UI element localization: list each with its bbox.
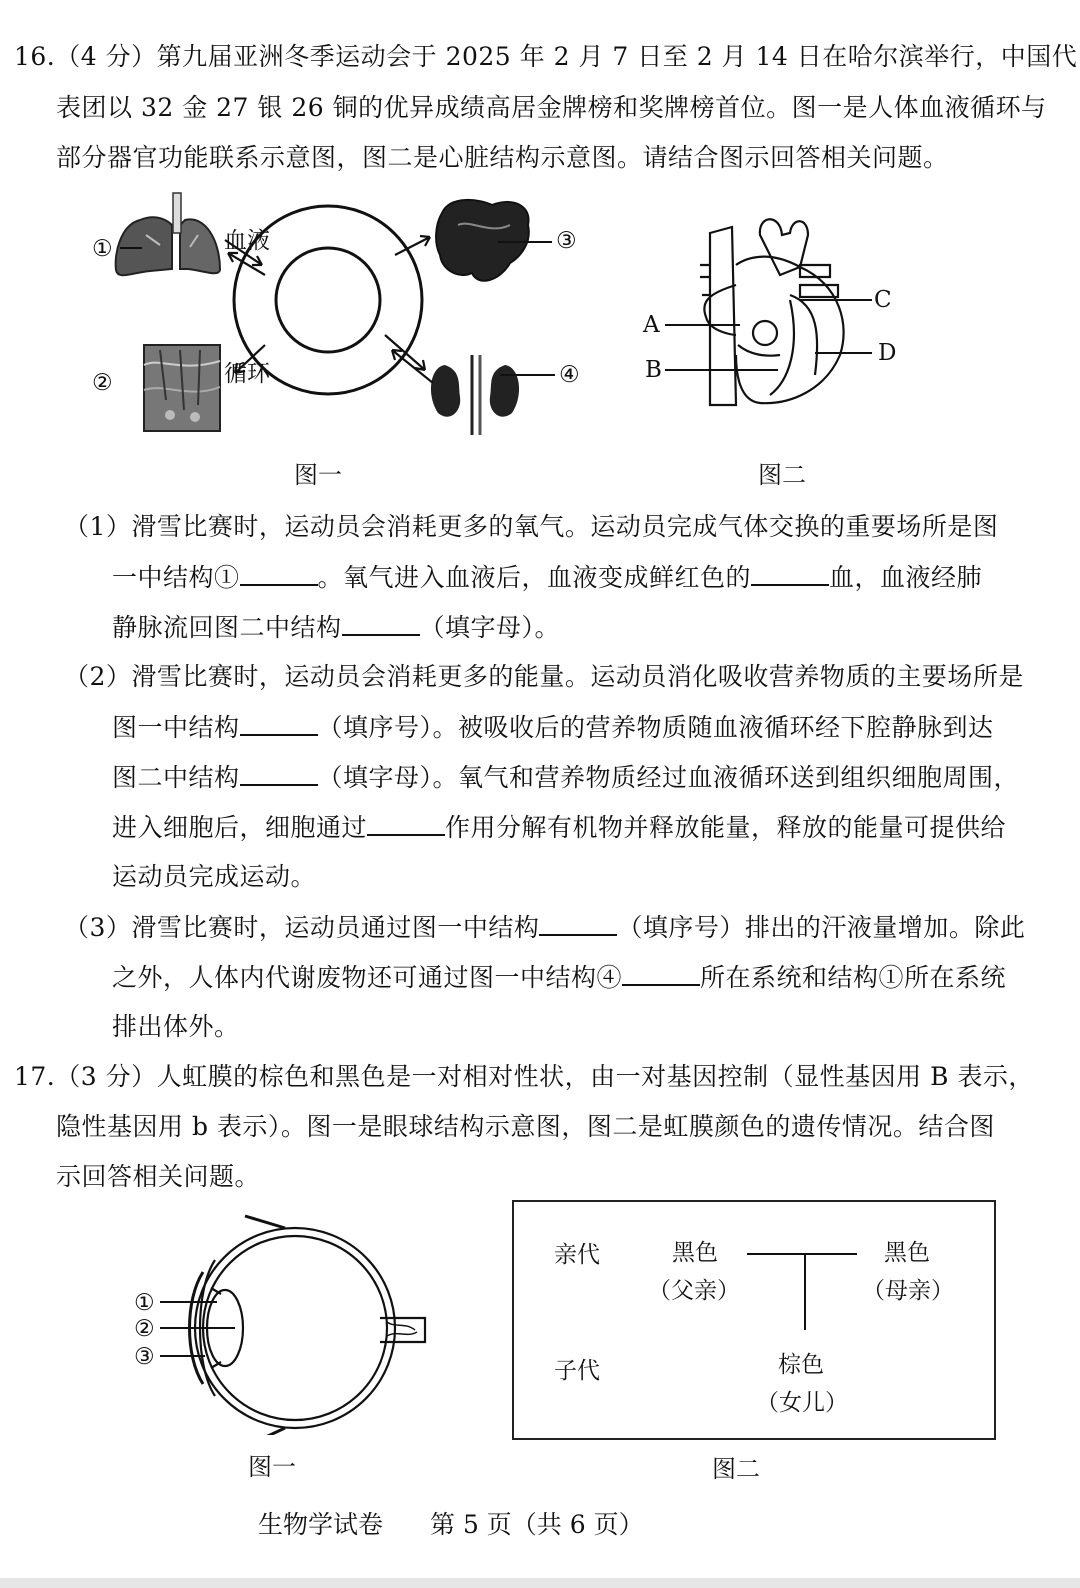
q16-sub1-line-3 bbox=[112, 612, 560, 643]
q16-sub3-text-2b: 所在系统和结构①所在系统 bbox=[700, 963, 1007, 992]
q16-sub1-text-2c: 血，血液经肺 bbox=[829, 563, 983, 592]
q16-number: 16. bbox=[14, 42, 56, 71]
q17-intro-text-1: 人虹膜的棕色和黑色是一对相对性状，由一对基因控制（显性基因用 B 表示， bbox=[156, 1062, 1034, 1091]
q16-sub2-line-3 bbox=[112, 762, 1019, 793]
footer-page-number: 第 5 页（共 6 页） bbox=[430, 1510, 644, 1539]
kidney-icon bbox=[431, 355, 519, 435]
heart-label-A: A bbox=[643, 312, 660, 338]
q16-fig1-caption: 图一 bbox=[294, 461, 342, 489]
q16-intro-line-2: 表团以 32 金 27 银 26 铜的优异成绩高居金牌榜和奖牌榜首位。图一是人体血液循环与 bbox=[56, 93, 1047, 122]
q16-sub2-text-3a: 图二中结构 bbox=[112, 763, 240, 792]
q16-score: （4 分） bbox=[55, 42, 157, 71]
eye-label-3: ③ bbox=[134, 1344, 155, 1370]
q16-sub3-line-1 bbox=[64, 912, 1025, 943]
q16-figure-1-circulation bbox=[80, 185, 620, 445]
q16-sub3-text-1b: （填序号）排出的汗液量增加。除此 bbox=[617, 913, 1026, 942]
q17-intro-line-3: 示回答相关问题。 bbox=[56, 1162, 261, 1191]
mother-role: （母亲） bbox=[862, 1278, 954, 1304]
heart-icon bbox=[700, 219, 844, 405]
q17-number: 17. bbox=[14, 1062, 56, 1091]
q16-sub2-text-4a: 进入细胞后，细胞通过 bbox=[112, 813, 368, 842]
q16-sub1-text-3b: （填字母）。 bbox=[419, 613, 561, 642]
intestine-icon bbox=[436, 200, 529, 281]
answer-blank-7[interactable] bbox=[539, 912, 617, 936]
q17-fig1-caption: 图一 bbox=[248, 1453, 296, 1481]
answer-blank-6[interactable] bbox=[367, 812, 445, 836]
answer-blank-5[interactable] bbox=[240, 762, 318, 786]
answer-blank-8[interactable] bbox=[622, 962, 700, 986]
lungs-icon bbox=[116, 193, 220, 275]
q16-sub3-text-2a: 之外，人体内代谢废物还可通过图一中结构④ bbox=[112, 963, 623, 992]
q17-fig2-caption: 图二 bbox=[712, 1455, 760, 1483]
eye-label-1: ① bbox=[134, 1290, 155, 1316]
q16-sub1-text-2a: 一中结构① bbox=[112, 563, 240, 592]
footer-subject: 生物学试卷 bbox=[258, 1510, 384, 1539]
q16-sub3-line-3: 排出体外。 bbox=[112, 1012, 240, 1041]
daughter-color: 棕色 bbox=[778, 1352, 824, 1378]
q17-figure-1-eye bbox=[125, 1210, 430, 1435]
q16-sub1-text-2b: 。氧气进入血液后，血液变成鲜红色的 bbox=[317, 563, 752, 592]
page-bottom-edge bbox=[0, 1578, 1080, 1588]
fig1-label-2: ② bbox=[92, 370, 113, 396]
q16-sub2-line-1: （2）滑雪比赛时，运动员会消耗更多的能量。运动员消化吸收营养物质的主要场所是 bbox=[64, 662, 1024, 691]
q17-intro-line-2: 隐性基因用 b 表示）。图一是眼球结构示意图，图二是虹膜颜色的遗传情况。结合图 bbox=[56, 1112, 995, 1141]
q16-sub2-line-5: 运动员完成运动。 bbox=[112, 862, 317, 891]
q16-sub2-text-3b: （填字母）。氧气和营养物质经过血液循环送到组织细胞周围， bbox=[317, 763, 1020, 792]
answer-blank-1[interactable] bbox=[240, 562, 318, 586]
q16-sub2-line-2 bbox=[112, 712, 994, 743]
q16-sub2-text-2b: （填序号）。被吸收后的营养物质随血液循环经下腔静脉到达 bbox=[317, 713, 994, 742]
q16-fig2-caption: 图二 bbox=[758, 461, 806, 489]
mother-color: 黑色 bbox=[884, 1240, 930, 1266]
q16-sub1-line-2 bbox=[112, 562, 982, 593]
heart-label-C: C bbox=[874, 287, 892, 313]
q16-sub2-text-4b: 作用分解有机物并释放能量，释放的能量可提供给 bbox=[445, 813, 1007, 842]
father-role: （父亲） bbox=[648, 1278, 740, 1304]
skin-icon bbox=[144, 345, 220, 431]
pedigree-lines bbox=[745, 1248, 865, 1338]
child-generation-label: 子代 bbox=[554, 1358, 600, 1384]
eye-label-2: ② bbox=[134, 1316, 155, 1342]
ring-label-bottom: 循环 bbox=[224, 361, 270, 387]
daughter-role: （女儿） bbox=[756, 1390, 848, 1416]
q16-sub2-text-2a: 图一中结构 bbox=[112, 713, 240, 742]
q16-intro-text-1: 第九届亚洲冬季运动会于 2025 年 2 月 7 日至 2 月 14 日在哈尔滨举行，中国代 bbox=[156, 42, 1078, 71]
heart-label-B: B bbox=[645, 357, 662, 383]
q16-sub3-line-2 bbox=[112, 962, 1006, 993]
fig1-label-1: ① bbox=[92, 236, 113, 262]
q16-intro-line-3: 部分器官功能联系示意图，图二是心脏结构示意图。请结合图示回答相关问题。 bbox=[56, 143, 949, 172]
father-color: 黑色 bbox=[672, 1240, 718, 1266]
parent-generation-label: 亲代 bbox=[554, 1242, 600, 1268]
q17-score: （3 分） bbox=[55, 1062, 157, 1091]
q16-intro-line-1 bbox=[14, 42, 1077, 72]
q16-sub2-line-4 bbox=[112, 812, 1006, 843]
answer-blank-3[interactable] bbox=[342, 612, 420, 636]
q16-sub1-line-1: （1）滑雪比赛时，运动员会消耗更多的氧气。运动员完成气体交换的重要场所是图 bbox=[64, 512, 999, 541]
heart-label-D: D bbox=[878, 340, 897, 366]
blood-ring-inner bbox=[276, 248, 380, 352]
eyeball-icon bbox=[190, 1216, 426, 1435]
q17-intro-line-1 bbox=[14, 1062, 1034, 1092]
q16-sub3-text-1a: （3）滑雪比赛时，运动员通过图一中结构 bbox=[64, 913, 540, 942]
q16-sub1-text-3a: 静脉流回图二中结构 bbox=[112, 613, 342, 642]
answer-blank-4[interactable] bbox=[240, 712, 318, 736]
q16-figure-2-heart bbox=[640, 205, 880, 440]
ring-label-top: 血液 bbox=[224, 228, 270, 254]
answer-blank-2[interactable] bbox=[751, 562, 829, 586]
fig1-label-4: ④ bbox=[559, 362, 580, 388]
fig1-label-3: ③ bbox=[556, 228, 577, 254]
